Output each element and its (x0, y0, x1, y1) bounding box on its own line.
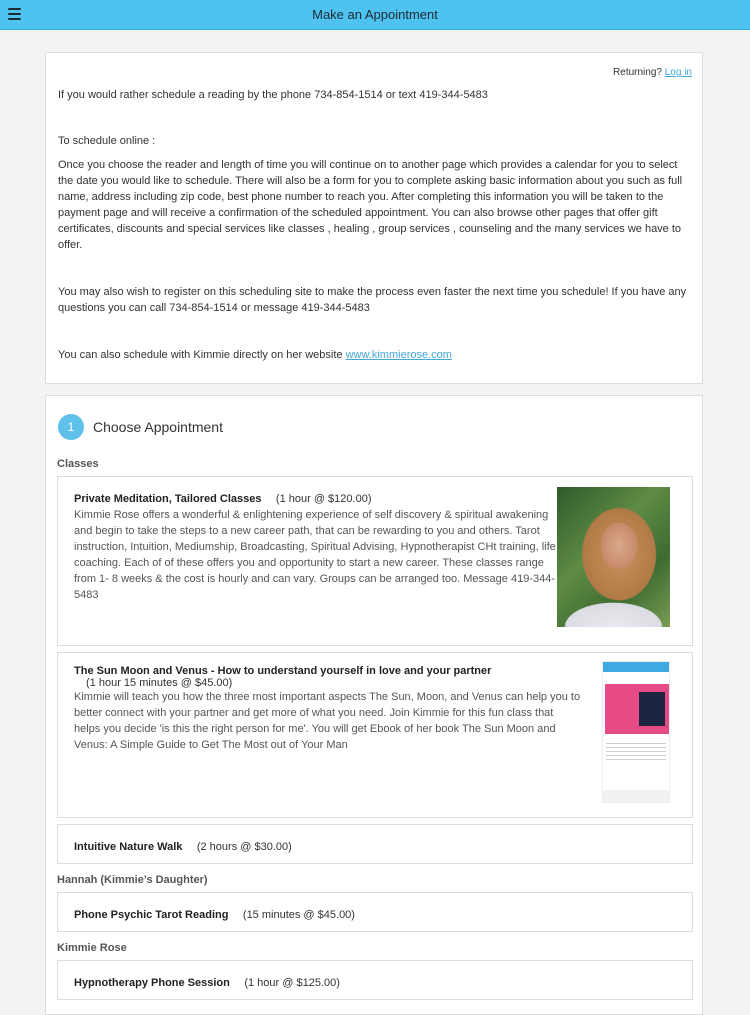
intro-panel (45, 52, 703, 384)
top-bar (0, 0, 750, 30)
step-title: Choose Appointment (93, 419, 223, 435)
choose-appointment-panel (45, 395, 703, 1015)
category-kimmie-rose: Kimmie Rose (57, 942, 127, 954)
appointment-item-hypnotherapy[interactable] (57, 960, 693, 1000)
item-price: (1 hour 15 minutes @ $45.00) (86, 677, 233, 689)
step-number-badge: 1 (58, 414, 84, 440)
returning-label: Returning? (613, 67, 662, 78)
appointment-item-sun-moon-venus[interactable] (57, 652, 693, 818)
login-link[interactable]: Log in (664, 67, 692, 78)
appointment-item-phone-psychic-tarot[interactable] (57, 892, 693, 932)
reader-photo (557, 487, 670, 627)
item-name: Private Meditation, Tailored Classes (74, 493, 262, 505)
item-price: (15 minutes @ $45.00) (242, 909, 355, 921)
item-name: Hypnotherapy Phone Session (74, 977, 230, 989)
ebook-screenshot-image (602, 661, 670, 803)
item-price: (2 hours @ $30.00) (196, 841, 292, 853)
item-name: Intuitive Nature Walk (74, 841, 183, 853)
website-line (58, 347, 690, 363)
returning-row (58, 65, 692, 81)
appointment-item-nature-walk[interactable] (57, 824, 693, 864)
online-body: Once you choose the reader and length of time you will continue on to another page which provides a calendar for you to select the date you would like to schedule. There will also be a form for you to complete asking basic information about you such as full name, address including zip code, best phone number to reach you. After completing this information you will be taken to the payment page and will receive a confirmation of the scheduled appointment. You can also browse other pages that offer gift certificates, discounts and special services like classes , healing , group services , counseling and the many services we have to offer. (58, 159, 683, 251)
item-name: The Sun Moon and Venus - How to understand yourself in love and your partner (74, 665, 492, 677)
website-link[interactable]: www.kimmierose.com (345, 349, 452, 361)
item-description: Kimmie will teach you how the three most important aspects The Sun, Moon, and Venus can help you to better connect with your partner and get more of what you need. Join Kimmie for this fun class that helps you decide 'is this the right person for me'. You will get Ebook of her book The Sun Moon and Venus: A Simple Guide to Get The Most out of Your Man (74, 691, 581, 751)
hamburger-icon[interactable] (8, 8, 21, 20)
category-hannah: Hannah (Kimmie’s Daughter) (57, 874, 208, 886)
item-price: (1 hour @ $120.00) (275, 493, 372, 505)
register-line: You may also wish to register on this scheduling site to make the process even faster the next time you schedule! If you have any questions you can call 734-854-1514 or message 419-344-5483 (58, 286, 687, 314)
online-heading: To schedule online : (58, 135, 156, 147)
item-price: (1 hour @ $125.00) (244, 977, 340, 989)
page-title: Make an Appointment (312, 7, 438, 22)
item-description: Kimmie Rose offers a wonderful & enlightening experience of self discovery & spiritual awakening and begin to take the steps to a new career path, that can be rewarding to you and others. Tarot instruction, Intuition, Mediumship, Broadcasting, Spiritual Advising, Hypnotherapist CHt training, life coaching. Each of of these offers you and opportunity to start a new career. These classes range from 1- 8 weeks & the cost is hourly and can vary. Groups can be arranged too. Message 419-344-5483 (74, 509, 556, 601)
category-classes: Classes (57, 458, 99, 470)
website-prefix: You can also schedule with Kimmie directly on her website (58, 349, 346, 361)
phone-line: If you would rather schedule a reading by the phone 734-854-1514 or text 419-344-5483 (58, 89, 488, 101)
appointment-item-private-meditation[interactable] (57, 476, 693, 646)
item-name: Phone Psychic Tarot Reading (74, 909, 229, 921)
step-header (57, 396, 691, 458)
